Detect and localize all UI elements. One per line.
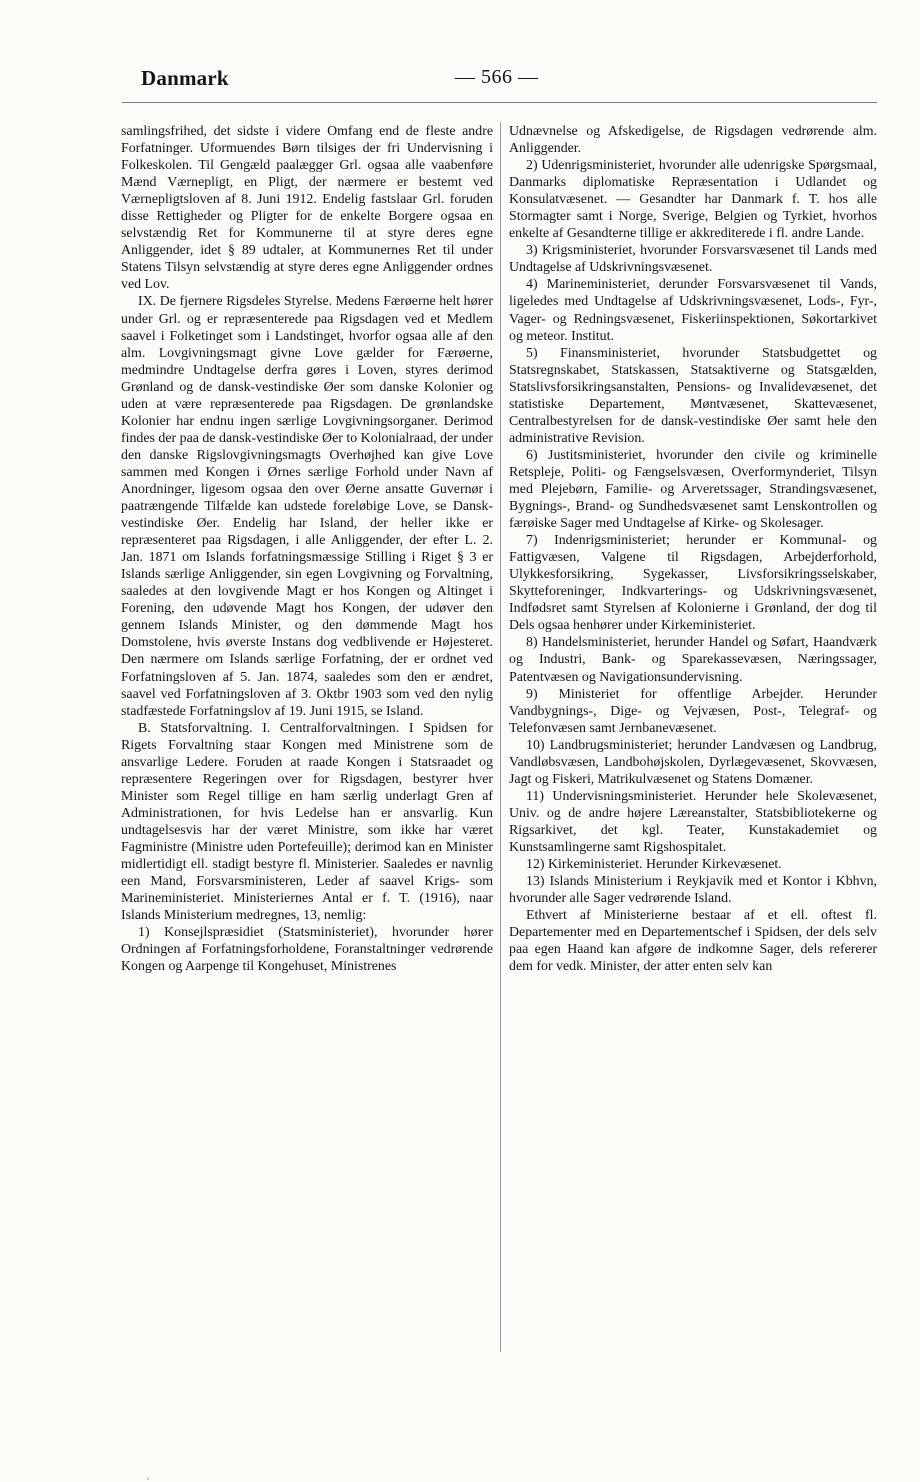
paragraph: IX. De fjernere Rigsdeles Styrelse. Medens Færøerne helt hører under Grl. og er repræsenterede paa Rigsdagen ved et Medlem saavel i Folketinget som i Landstinget, hvorfor ogsaa alle af den alm. Lovgivningsmagt givne Love gælder for Færøerne, medmindre Undtagelse derfra gøres i Loven, styres derimod Grønland og de dansk-vestindiske Øer som danske Kolonier og uden at være repræsenterede paa Rigsdagen. De grønlandske Kolonier har endnu ingen særlige Lovgivningsorganer. Derimod findes der paa de dansk-vestindiske Øer to Kolonialraad, der under den danske Rigslovgivningsmagts Overhøjhed kan give Love sammen med Kongen i Ørnes særlige Forhold under Navn af Anordninger, ligesom ogsaa den over Øerne ansatte Guvernør i paatrængende Tilfælde kan udstede foreløbige Love, se Dansk-vestindiske Øer. Endelig har Island, der heller ikke er repræsenteret paa Rigsdagen, i alle Anliggender, der efter L. 2. Jan. 1871 om Islands forfatningsmæssige Stilling i Riget § 3 er Islands særlige Anliggender, sin egen Lovgivning og Forvaltning, saaledes at den lovgivende Magt er hos Kongen og Altinget i Forening, den udøvende Magt hos Kongen, der udøver den gennem Islands Minister, og den dømmende Magt hos Domstolene, hvis øverste Instans dog vedblivende er Højesteret. Den nærmere om Islands særlige Forfatning, der er ordnet ved Forfatningsloven af 5. Jan. 1874, saaledes som den er ændret, saavel ved Forfatningsloven af 3. Oktbr 1903 som ved den nylig stadfæstede Forfatningslov af 19. Juni 1915, se Island. [121,294,493,719]
left-column [121,123,493,975]
column-divider [500,122,501,1352]
paragraph: 3) Krigsministeriet, hvorunder Forsvarsvæsenet til Lands med Undtagelse af Udskrivningsvæsenet. [509,243,877,276]
paragraph: 7) Indenrigsministeriet; herunder er Kommunal- og Fattigvæsen, Valgene til Rigsdagen, Arbejderforhold, Ulykkesforsikring, Sygekasser, Livsforsikringsselskaber, Skytteforeninger, Indkvarterings- og Udskrivningsvæsenet, Indfødsret samt Styrelsen af Kolonierne i Grønland, der dog til Dels ogsaa henhører under Kirkeministeriet. [509,533,877,634]
paragraph: 12) Kirkeministeriet. Herunder Kirkevæsenet. [526,857,782,873]
paragraph: 11) Undervisningsministeriet. Herunder hele Skolevæsenet, Univ. og de andre højere Læreanstalter, Statsbibliotekerne og Rigsarkivet, det kgl. Teater, Kunstakademiet og Kunstsamlingerne samt Rigshospitalet. [509,788,877,855]
paragraph: 2) Udenrigsministeriet, hvorunder alle udenrigske Spørgsmaal, Danmarks diplomatiske Repræsentation i Udlandet og Konsulatvæsenet. — Gesandter har Danmark f. T. hos alle Stormagter samt i Norge, Sverige, Belgien og Tyrkiet, hvorhos enkelte af Gesandterne tillige er akkrediterede i fl. andre Lande. [509,158,877,242]
right-column [509,123,877,975]
paragraph: 9) Ministeriet for offentlige Arbejder. Herunder Vandbygnings-, Dige- og Vejvæsen, Post-, Telegraf- og Telefonvæsen samt Jernbanevæsenet. [509,686,877,736]
paragraph: 6) Justitsministeriet, hvorunder den civile og kriminelle Retspleje, Politi- og Fængselsvæsen, Overformynderiet, Tilsyn med Plejebørn, Familie- og Arveretssager, Strandingsvæsenet, Bygnings-, Brand- og Sundhedsvæsenet samt Lenskontrollen og færøiske Sager med Undtagelse af Kirke- og Skolesager. [509,447,877,532]
footer-mark: ˌ [146,1466,150,1480]
page-title: Danmark [141,66,229,90]
header-rule [122,102,877,103]
paragraph: Udnævnelse og Afskedigelse, de Rigsdagen vedrørende alm. Anliggender. [509,124,877,157]
paragraph: 8) Handelsministeriet, herunder Handel og Søfart, Haandværk og Industri, Bank- og Sparekassevæsen, Næringssager, Patentvæsen og Navigationsundervisning. [509,635,877,685]
paragraph: 5) Finansministeriet, hvorunder Statsbudgettet og Statsregnskabet, Statskassen, Statsaktiverne og Statsgælden, Statslivsforsikringsanstalten, Pensions- og Invalidevæsenet, det statistiske Departement, Møntvæsenet, Skattevæsenet, Centralbestyrelsen for de dansk-vestindiske Øer samt hele den administrative Revision. [509,345,877,446]
paragraph: samlingsfrihed, det sidste i videre Omfang end de fleste andre Forfatninger. Uformuendes Børn tilsiges der fri Undervisning i Folkeskolen. Til Gengæld paalægger Grl. ogsaa alle vaabenføre Mænd Værnepligt, en Pligt, der nærmere er bestemt ved Værnepligtsloven af 8. Juni 1912. Endelig fastslaar Grl. foruden disse Rettigheder og Pligter for de enkelte Borgere ogsaa en selvstændig Ret for Kommunerne til at styre deres egne Anliggender, idet § 89 udtaler, at Kommunernes Ret til under Statens Tilsyn selvstændig at styre deres egne Anliggender ordnes ved Lov. [121,124,493,293]
page-number: — 566 — [455,66,539,88]
paragraph: Ethvert af Ministerierne bestaar af et ell. oftest fl. Departementer med en Departementschef i Spidsen, der dels selv paa egen Haand kan afgøre de indkomne Sager, dels refererer dem for vedk. Minister, der atter enten selv kan [509,908,877,975]
paragraph: 13) Islands Ministerium i Reykjavik med et Kontor i Kbhvn, hvorunder alle Sager vedrørende Island. [509,874,877,907]
page-header [0,62,920,96]
paragraph: B. Statsforvaltning. I. Centralforvaltningen. I Spidsen for Rigets Forvaltning staar Kongen med Ministrene som de ansvarlige Ledere. Foruden at raade Kongen i Statsraadet og repræsentere Regeringen over for Rigsdagen, bestyrer hver Minister som Regel tillige en ham særlig underlagt Gren af Administrationen, for hvis Ledelse han er ansvarlig. Kun undtagelsesvis har der været Ministre, som ikke har været Fagministre (Ministre uden Portefeuille); derimod kan en Minister midlertidigt ell. stadigt bestyre fl. Ministerier. Saaledes er navnlig een Mand, Forsvarsministeren, Leder af saavel Krigs- som Marineministeriet. Ministeriernes Antal er f. T. (1916), naar Islands Ministerium medregnes, 13, nemlig: [121,720,493,924]
paragraph: 4) Marineministeriet, derunder Forsvarsvæsenet til Vands, ligeledes med Undtagelse af Udskrivningsvæsenet, Lods-, Fyr-, Vager- og Redningsvæsenet, Fiskeriinspektionen, Søkortarkivet og meteor. Institut. [509,277,877,344]
paragraph: 10) Landbrugsministeriet; herunder Landvæsen og Landbrug, Vandløbsvæsen, Landbohøjskolen, Dyrlægevæsenet, Skovvæsen, Jagt og Fiskeri, Matrikulvæsenet og Statens Domæner. [509,737,877,787]
paragraph: 1) Konsejlspræsidiet (Statsministeriet), hvorunder hører Ordningen af Forfatningsforholdene, Foranstaltninger vedrørende Kongen og Aarpenge til Kongehuset, Ministrenes [121,925,493,975]
